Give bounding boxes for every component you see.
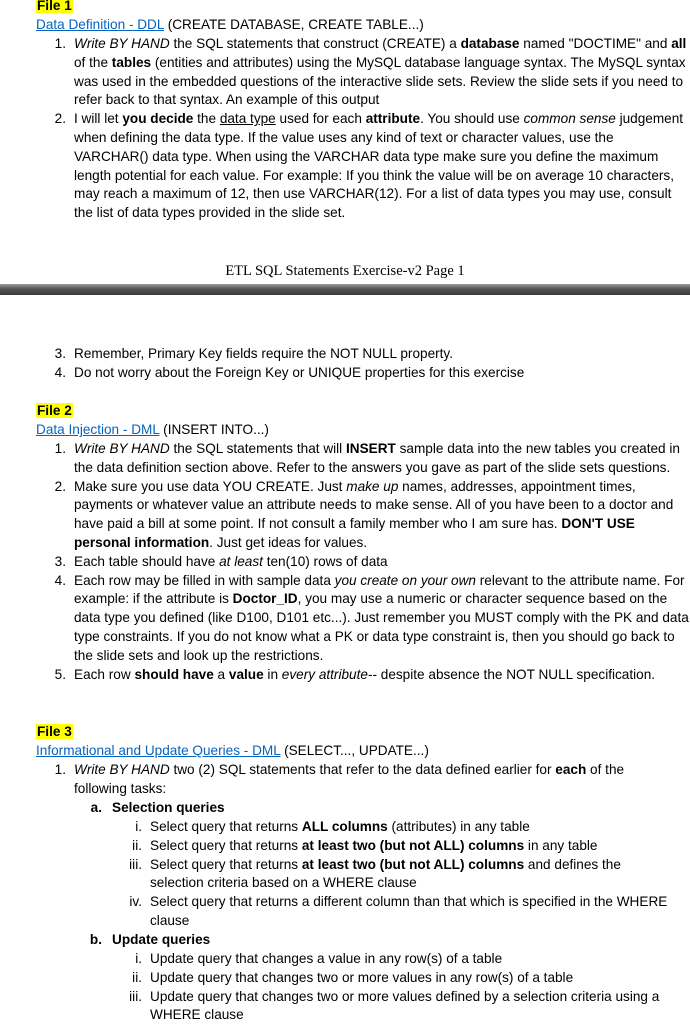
file2-list bbox=[50, 440, 690, 684]
file2-label: File 2 bbox=[37, 403, 72, 418]
list-item: i. Select query that returns ALL columns (attributes) in any table bbox=[135, 819, 530, 834]
file1-section-title: Data Definition - DDL (CREATE DATABASE, CREATE TABLE...) bbox=[36, 17, 424, 32]
list-item: 3. Remember, Primary Key fields require the NOT NULL property. bbox=[54, 346, 453, 361]
ddl-link[interactable]: Data Definition - DDL bbox=[36, 17, 164, 32]
file2-label-row bbox=[36, 402, 73, 421]
dml-injection-link[interactable]: Data Injection - DML bbox=[36, 422, 160, 437]
page-break-bar bbox=[0, 284, 690, 295]
list-item: 4. Do not worry about the Foreign Key or UNIQUE properties for this exercise bbox=[54, 364, 525, 380]
selection-queries-list bbox=[110, 818, 690, 931]
list-item: ii. Select query that returns at least two (but not ALL) columns in any table bbox=[132, 837, 598, 853]
file1-label: File 1 bbox=[37, 0, 72, 13]
list-item: 1. Write BY HAND the SQL statements that will INSERT sample data into the new tables you created in the data definition section above. Refer to the answers you gave as part of the slide sets questions. bbox=[54, 441, 680, 475]
list-item: iv. Select query that returns a different column than that which is specified in the WHERE clause bbox=[129, 894, 668, 928]
file1-continued-list bbox=[50, 345, 690, 383]
update-queries-list bbox=[110, 950, 690, 1025]
update-queries-heading: b. Update queries bbox=[89, 932, 211, 947]
list-item: 3. Each table should have at least ten(10) rows of data bbox=[54, 553, 388, 569]
list-item: 1. Write BY HAND two (2) SQL statements that refer to the data defined earlier for each of the following tasks: bbox=[54, 762, 625, 796]
file2-section-title: Data Injection - DML (INSERT INTO...) bbox=[36, 422, 269, 437]
list-item: 1. Write BY HAND the SQL statements that construct (CREATE) a database named "DOCTIME" and all of the tables (entities and attributes) using the MySQL database language syntax. The MySQL syntax was used in the embedded questions of the interactive slide sets. Review the slide sets if you need to refer back to that syntax. An example of this output bbox=[54, 36, 687, 108]
list-item: i. Update query that changes a value in any row(s) of a table bbox=[135, 951, 503, 966]
selection-queries-heading: a. Selection queries bbox=[90, 800, 225, 815]
list-item: 2. I will let you decide the data type used for each attribute. You should use common sense judgement when defining the data type. If the value uses any kind of text or character values, use the VARCHAR() data type. When using the VARCHAR data type make sure you define the maximum length potential for each value. For example: If you think the value will be on average 10 characters, may reach a maximum of 12, then use VARCHAR(12). For a list of data types you may use, consult the list of data types provided in the slide set. bbox=[54, 111, 684, 221]
list-item: 4. Each row may be filled in with sample data you create on your own relevant to the attribute name. For example: if the attribute is Doctor_ID, you may use a numeric or character sequence based on the data type you defined (like D100, D101 etc...). Just remember you MUST comply with the PK and data type constraints. If you do not know what a PK or data type constraint is, then you should go back to the slide sets and look up the restrictions. bbox=[54, 572, 689, 663]
file3-section-title: Informational and Update Queries - DML (SELECT..., UPDATE...) bbox=[36, 743, 429, 758]
file1-list bbox=[50, 35, 690, 223]
file3-label-row bbox=[36, 723, 73, 742]
list-item: iii. Select query that returns at least two (but not ALL) columns and defines the selection criteria based on a WHERE clause bbox=[129, 856, 621, 891]
file3-list bbox=[50, 761, 690, 799]
list-item: 2. Make sure you use data YOU CREATE. Just make up names, addresses, appointment times, payments or whatever value an attribute needs to make sense. All of you have been to a doctor and have paid a bill at some point. If not consult a family member who I am sure has. DON'T USE personal information. Just get ideas for values. bbox=[54, 478, 674, 550]
list-item: ii. Update query that changes two or more values in any row(s) of a table bbox=[132, 969, 574, 985]
file3-label: File 3 bbox=[37, 724, 72, 739]
page-footer: ETL SQL Statements Exercise-v2 Page 1 bbox=[225, 263, 465, 279]
file1-label-row bbox=[36, 0, 73, 16]
dml-queries-link[interactable]: Informational and Update Queries - DML bbox=[36, 743, 281, 758]
list-item: 5. Each row should have a value in every attribute-- despite absence the NOT NULL specification. bbox=[54, 666, 656, 682]
list-item: iii. Update query that changes two or more values defined by a selection criteria using a WHERE clause bbox=[129, 988, 660, 1023]
